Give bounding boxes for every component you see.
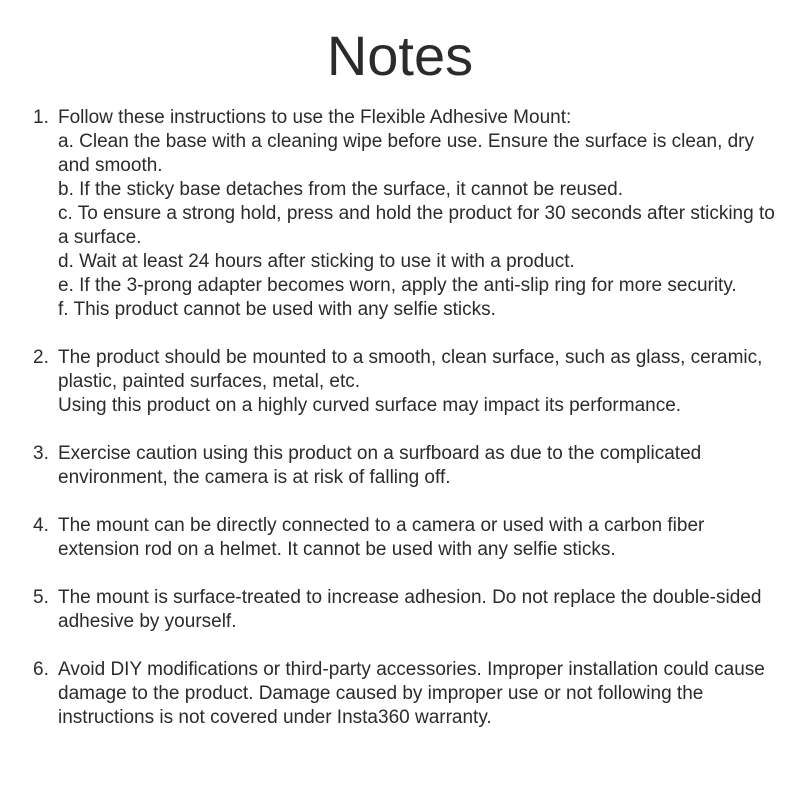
note-item-1 xyxy=(0,106,800,322)
note-line: The product should be mounted to a smooth, clean surface, such as glass, ceramic, plastic, painted surfaces, metal, etc. xyxy=(58,347,763,392)
note-line: Using this product on a highly curved surface may impact its performance. xyxy=(58,395,682,416)
note-number: 3. xyxy=(33,443,49,464)
notes-list xyxy=(0,106,800,754)
note-line: Follow these instructions to use the Flexible Adhesive Mount: xyxy=(58,107,572,128)
note-item-5 xyxy=(0,586,800,634)
note-number: 6. xyxy=(33,659,49,680)
note-line: c. To ensure a strong hold, press and hold the product for 30 seconds after sticking to a surface. xyxy=(58,203,775,248)
note-number: 4. xyxy=(33,515,49,536)
note-number: 5. xyxy=(33,587,49,608)
note-number: 2. xyxy=(33,347,49,368)
note-line: a. Clean the base with a cleaning wipe before use. Ensure the surface is clean, dry and smooth. xyxy=(58,131,755,176)
note-line: b. If the sticky base detaches from the surface, it cannot be reused. xyxy=(58,179,624,200)
note-line: The mount is surface-treated to increase adhesion. Do not replace the double-sided adhesive by yourself. xyxy=(58,587,762,632)
note-line: e. If the 3-prong adapter becomes worn, apply the anti-slip ring for more security. xyxy=(58,275,737,296)
note-item-3 xyxy=(0,442,800,490)
note-line: Exercise caution using this product on a surfboard as due to the complicated environment, the camera is at risk of falling off. xyxy=(58,443,702,488)
note-item-4 xyxy=(0,514,800,562)
note-item-6 xyxy=(0,658,800,730)
note-line: Avoid DIY modifications or third-party accessories. Improper installation could cause damage to the product. Damage caused by improper use or not following the instructions is not covered under Insta360 warranty. xyxy=(58,659,765,728)
note-number: 1. xyxy=(33,107,49,128)
note-line: The mount can be directly connected to a camera or used with a carbon fiber extension rod on a helmet. It cannot be used with any selfie sticks. xyxy=(58,515,705,560)
page-title: Notes xyxy=(326,24,474,87)
note-line: d. Wait at least 24 hours after sticking to use it with a product. xyxy=(58,251,575,272)
note-line: f. This product cannot be used with any selfie sticks. xyxy=(58,299,496,320)
note-item-2 xyxy=(0,346,800,418)
